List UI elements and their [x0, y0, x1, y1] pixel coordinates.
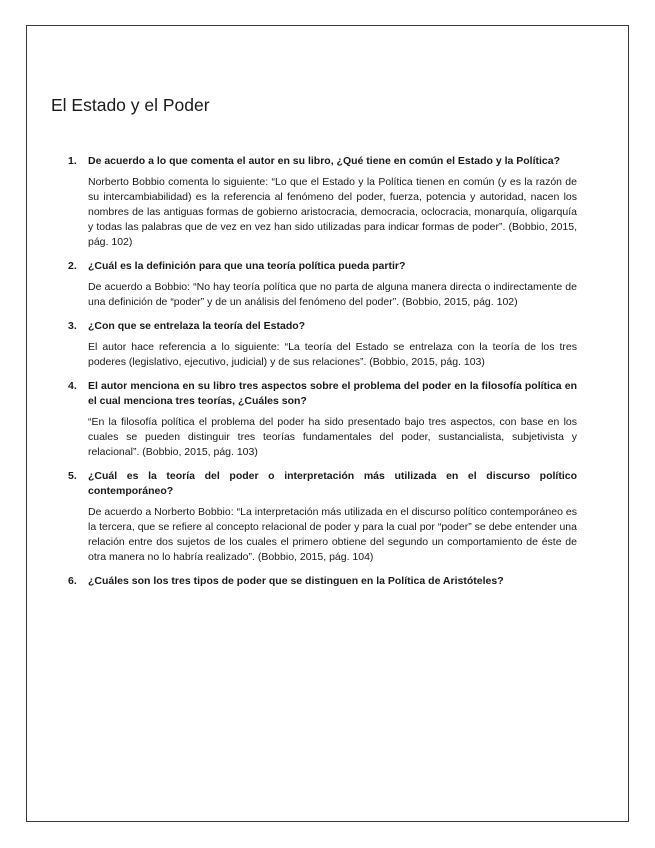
- question-item: [68, 319, 577, 370]
- document-title: El Estado y el Poder: [51, 95, 210, 115]
- answer-text: Norberto Bobbio comenta lo siguiente: “Lo que el Estado y la Política tienen en común (y es la razón de su intercambiabilidad) es la referencia al fenómeno del poder, fuerza, potencia y autoridad, nacen los nombres de las antiguas formas de gobierno aristocracia, democracia, oclocracia, monarquía, oligarquía y todas las palabras que de vez en vez han sido utilizadas para indicar formas de poder”. (Bobbio, 2015, pág. 102): [88, 176, 577, 248]
- question-number: 1.: [68, 155, 77, 167]
- question-item: [68, 154, 577, 250]
- question-list: [68, 154, 577, 598]
- question-item: [68, 379, 577, 460]
- question-number: 4.: [68, 380, 77, 392]
- answer-text: De acuerdo a Bobbio: “No hay teoría política que no parta de alguna manera directa o indirectamente de una definición de “poder” y de un análisis del fenómeno del poder”. (Bobbio, 2015, pág. 102): [88, 281, 577, 308]
- question-text: De acuerdo a lo que comenta el autor en su libro, ¿Qué tiene en común el Estado y la Política?: [88, 155, 561, 167]
- question-item: [68, 469, 577, 565]
- question-text: ¿Cuál es la teoría del poder o interpretación más utilizada en el discurso político contemporáneo?: [88, 470, 577, 497]
- question-number: 2.: [68, 260, 77, 272]
- question-number: 3.: [68, 320, 77, 332]
- question-item: [68, 259, 577, 310]
- question-text: ¿Cuál es la definición para que una teoría política pueda partir?: [88, 260, 406, 272]
- question-item: [68, 574, 577, 589]
- answer-text: De acuerdo a Norberto Bobbio: “La interpretación más utilizada en el discurso político contemporáneo es la tercera, que se refiere al concepto relacional de poder y para la cual por “poder” se debe entender una relación entre dos sujetos de los cuales el primero obtiene del segundo un comportamiento de éste de otra manera no lo habría realizado”. (Bobbio, 2015, pág. 104): [88, 506, 577, 563]
- answer-text: “En la filosofía política el problema del poder ha sido presentado bajo tres aspectos, con base en los cuales se pueden distinguir tres teorías fundamentales del poder, sustancialista, subjetivista y relacional”. (Bobbio, 2015, pág. 103): [88, 416, 577, 458]
- question-text: El autor menciona en su libro tres aspectos sobre el problema del poder en la filosofía política en el cual menciona tres teorías, ¿Cuáles son?: [88, 380, 577, 407]
- question-text: ¿Con que se entrelaza la teoría del Estado?: [88, 320, 306, 332]
- answer-text: El autor hace referencia a lo siguiente: “La teoría del Estado se entrelaza con la teoría de los tres poderes (legislativo, ejecutivo, judicial) y de sus relaciones”. (Bobbio, 2015, pág. 103): [88, 341, 577, 368]
- question-number: 6.: [68, 575, 77, 587]
- question-text: ¿Cuáles son los tres tipos de poder que se distinguen en la Política de Aristóteles?: [88, 575, 504, 587]
- question-number: 5.: [68, 470, 77, 482]
